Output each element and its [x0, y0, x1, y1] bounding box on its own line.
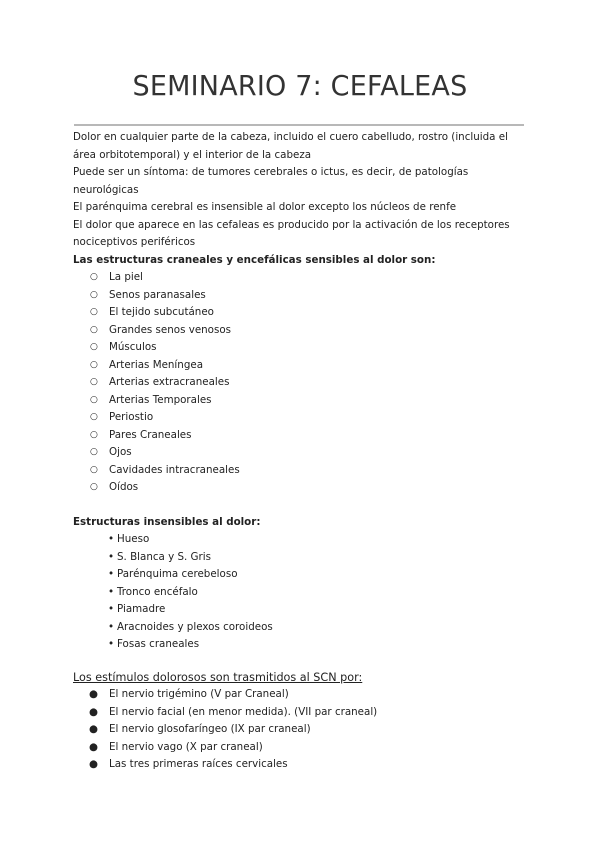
insensitive-item [73, 584, 533, 602]
sensitive-item [73, 479, 533, 497]
sensitive-item [73, 374, 533, 392]
insensitive-item [73, 566, 533, 584]
bullet-icon: ○ [90, 394, 98, 405]
sensitive-item [73, 444, 533, 462]
stimuli-item [73, 739, 533, 757]
bullet-icon: ● [89, 758, 98, 770]
sensitive-item [73, 269, 533, 287]
sensitive-item [73, 322, 533, 340]
sensitive-item-label: Ojos [109, 446, 132, 458]
stimuli-item [73, 686, 533, 704]
insensitive-item [73, 549, 533, 567]
bullet-icon: • [108, 533, 115, 545]
bullet-icon: ● [89, 688, 98, 700]
bullet-icon: ○ [90, 342, 98, 352]
sensitive-list [73, 269, 533, 497]
sensitive-item [73, 304, 533, 322]
title-divider [74, 124, 524, 126]
sensitive-item-label: Oídos [109, 481, 139, 493]
sensitive-item-label: Pares Craneales [109, 428, 192, 441]
insensitive-heading: Estructuras insensibles al dolor: [73, 515, 261, 528]
sensitive-item [73, 357, 533, 375]
insensitive-list [73, 531, 533, 654]
bullet-icon: ○ [90, 412, 98, 422]
stimuli-item [73, 704, 533, 722]
sensitive-item-label: Músculos [109, 341, 157, 353]
bullet-icon: • [108, 585, 115, 598]
stimuli-item-label: El nervio glosofaríngeo (IX par craneal) [109, 723, 311, 735]
sensitive-item [73, 427, 533, 445]
bullet-icon: • [108, 550, 115, 563]
intro-paragraph-2: Puede ser un síntoma: de tumores cerebrales o ictus, es decir, de patologías neurológicas [73, 166, 469, 196]
bullet-icon: ● [89, 705, 98, 718]
stimuli-item-label: El nervio trigémino (V par Craneal) [109, 688, 289, 700]
bullet-icon: ○ [90, 464, 98, 475]
sensitive-item-label: Grandes senos venosos [109, 323, 232, 336]
stimuli-item-label: El nervio facial (en menor medida). (VII par craneal) [109, 705, 378, 718]
intro-paragraph-3: El parénquima cerebral es insensible al dolor excepto los núcleos de renfe [73, 201, 457, 213]
bullet-icon: • [108, 603, 115, 615]
sensitive-item [73, 339, 533, 357]
bullet-icon: ○ [90, 272, 98, 282]
insensitive-item [73, 619, 533, 637]
bullet-icon: • [108, 638, 115, 650]
sensitive-item-label: Arterias Meníngea [109, 358, 204, 371]
insensitive-item-label: Piamadre [117, 603, 166, 615]
bullet-icon: ○ [90, 359, 98, 370]
sensitive-item-label: Cavidades intracraneales [109, 463, 240, 476]
intro-paragraph-4: El dolor que aparece en las cefaleas es producido por la activación de los receptores nociceptivos periféricos [73, 218, 510, 248]
insensitive-item-label: Fosas craneales [117, 638, 200, 650]
sensitive-item-label: Arterias extracraneales [109, 376, 230, 388]
document-body [73, 129, 533, 774]
sensitive-item [73, 409, 533, 427]
stimuli-item-label: Las tres primeras raíces cervicales [109, 758, 288, 770]
sensitive-item-label: Senos paranasales [109, 288, 206, 301]
bullet-icon: ○ [90, 447, 98, 457]
insensitive-item-label: S. Blanca y S. Gris [117, 550, 211, 563]
page-title: SEMINARIO 7: CEFALEAS [132, 70, 468, 103]
sensitive-item [73, 392, 533, 410]
insensitive-item-label: Aracnoides y plexos coroideos [117, 620, 273, 633]
bullet-icon: ● [89, 723, 98, 735]
insensitive-item-label: Parénquima cerebeloso [117, 568, 238, 580]
intro-paragraph-1: Dolor en cualquier parte de la cabeza, incluido el cuero cabelludo, rostro (incluida el área orbitotemporal) y el interior de la cabeza [73, 131, 508, 161]
sensitive-item-label: Arterias Temporales [109, 393, 212, 406]
sensitive-item-label: La piel [109, 271, 143, 283]
sensitive-item [73, 462, 533, 480]
stimuli-list [73, 686, 533, 774]
insensitive-item [73, 531, 533, 549]
insensitive-item-label: Tronco encéfalo [117, 585, 198, 598]
bullet-icon: • [108, 568, 115, 580]
insensitive-item [73, 601, 533, 619]
bullet-icon: • [108, 620, 115, 633]
stimuli-item-label: El nervio vago (X par craneal) [109, 740, 263, 753]
bullet-icon: ○ [90, 377, 98, 387]
sensitive-heading: Las estructuras craneales y encefálicas sensibles al dolor son: [73, 253, 436, 266]
bullet-icon: ● [89, 740, 98, 753]
bullet-icon: ○ [90, 324, 98, 335]
stimuli-heading: Los estímulos dolorosos son trasmitidos al SCN por: [73, 670, 363, 684]
sensitive-item-label: El tejido subcutáneo [109, 306, 214, 318]
bullet-icon: ○ [90, 482, 98, 492]
stimuli-item [73, 756, 533, 774]
insensitive-item-label: Hueso [117, 533, 150, 545]
sensitive-item [73, 287, 533, 305]
sensitive-item-label: Periostio [109, 411, 154, 423]
stimuli-item [73, 721, 533, 739]
bullet-icon: ○ [90, 429, 98, 440]
bullet-icon: ○ [90, 307, 98, 317]
bullet-icon: ○ [90, 289, 98, 300]
insensitive-item [73, 636, 533, 654]
